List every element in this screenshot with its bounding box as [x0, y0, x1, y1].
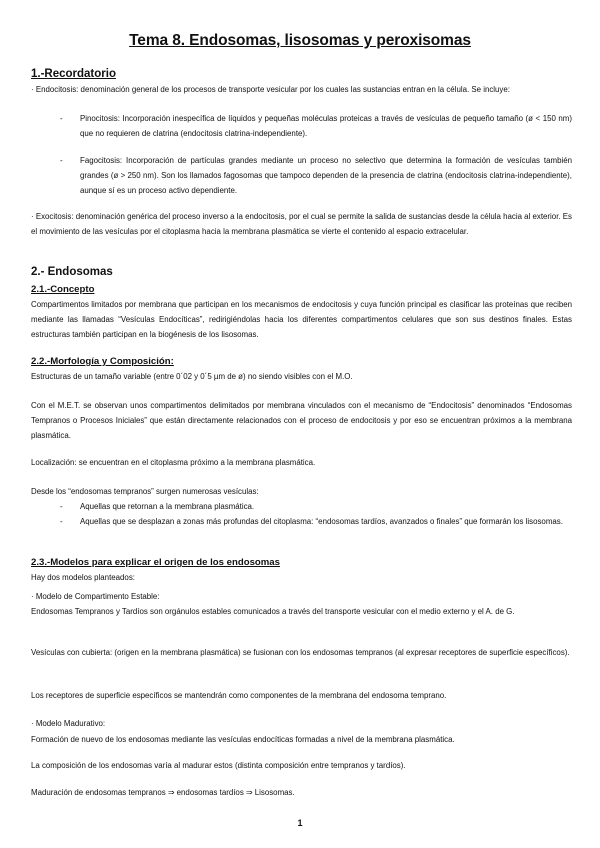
subsection-heading-modelos: 2.3.-Modelos para explicar el origen de los endosomas [31, 557, 280, 568]
paragraph-concepto: Compartimentos limitados por membrana que participan en los mecanismos de endocitosis y cuya función principal es clasificar las proteínas que reciben mediante las llamadas “Vesículas Endocíticas”, redirigiéndolas hacia los diferentes compartimentos celulares que son sus destinos finales. Estas estructuras también participan en la biogénesis de los lisosomas. [31, 300, 572, 339]
paragraph-endocitosis: · Endocitosis: denominación general de los procesos de transporte vesicular por los cuales las sustancias entran en la célula. Se incluye: [31, 85, 510, 94]
list-item-retornan: Aquellas que retornan a la membrana plasmática. [80, 502, 255, 511]
paragraph-modelo-madurativo: Formación de nuevo de los endosomas mediante las vesículas endocíticas formadas a nivel de la membrana plasmática. [31, 735, 455, 744]
list-item-desplazan: Aquellas que se desplazan a zonas más profundas del citoplasma: “endosomas tardíos, avanzados o finales” que formarán los lisosomas. [80, 517, 563, 526]
section-heading-recordatorio: 1.-Recordatorio [31, 68, 116, 80]
paragraph-exocitosis: · Exocitosis: denominación genérica del proceso inverso a la endocitosis, por el cual se permite la salida de sustancias desde la célula hacia al exterior. Es el movimiento de las vesículas por el citoplasma hacia la membrana plasmática se vierte el contenido al espacio extracelular. [31, 212, 572, 236]
section-heading-endosomas: 2.- Endosomas [31, 266, 113, 278]
paragraph-fagocitosis: Fagocitosis: Incorporación de partículas grandes mediante un proceso no selectivo que determina la formación de vesículas también grandes (ø > 250 nm). Son los llamados fagosomas que tampoco dependen de la presencia de clatrina (endocitosis clatrina-independiente), aunque sí es un proceso activo dependiente. [80, 156, 572, 195]
paragraph-modelo-estable-heading: · Modelo de Compartimento Estable: [31, 592, 160, 601]
paragraph-maduracion: Maduración de endosomas tempranos ⇒ endosomas tardíos ⇒ Lisosomas. [31, 788, 295, 797]
bullet-dash: - [60, 502, 63, 511]
bullet-dash: - [60, 156, 63, 165]
paragraph-modelo-madurativo-heading: · Modelo Madurativo: [31, 719, 106, 728]
paragraph-composicion: La composición de los endosomas varía al madurar estos (distinta composición entre tempranos y tardíos). [31, 761, 406, 770]
subsection-heading-concepto: 2.1.-Concepto [31, 284, 95, 295]
paragraph-pinocitosis: Pinocitosis: Incorporación inespecífica de líquidos y pequeñas moléculas proteicas a través de vesículas de pequeño tamaño (ø < 150 nm) que no requieren de clatrina (endocitosis clatrina-independiente). [80, 114, 572, 138]
paragraph-localizacion: Localización: se encuentran en el citoplasma próximo a la membrana plasmática. [31, 458, 316, 467]
bullet-dash: - [60, 517, 63, 526]
page-number: 1 [297, 818, 303, 828]
paragraph-receptores: Los receptores de superficie específicos se mantendrán como componentes de la membrana del endosoma temprano. [31, 691, 447, 700]
page-title: Tema 8. Endosomas, lisosomas y peroxisomas [129, 32, 471, 49]
paragraph-desde: Desde los “endosomas tempranos” surgen numerosas vesículas: [31, 487, 259, 496]
paragraph-modelo-estable: Endosomas Tempranos y Tardíos son orgánulos estables comunicados a través del transporte vesicular con el medio externo y el A. de G. [31, 607, 515, 616]
bullet-dash: - [60, 114, 63, 123]
subsection-heading-morfologia: 2.2.-Morfología y Composición: [31, 356, 174, 367]
paragraph-morfologia-met: Con el M.E.T. se observan unos compartimentos delimitados por membrana vinculados con el mecanismo de “Endocitosis” denominados “Endosomas Tempranos o Procesos Iniciales” que están directamente relacionados con el proceso de endocitosis y por eso se encuentran próximos a la membrana plasmática. [31, 401, 572, 440]
paragraph-morfologia-tamano: Estructuras de un tamaño variable (entre 0´02 y 0´5 µm de ø) no siendo visibles con el M.O. [31, 372, 353, 381]
paragraph-modelos-intro: Hay dos modelos planteados: [31, 573, 135, 582]
paragraph-vesiculas-cubierta: Vesículas con cubierta: (origen en la membrana plasmática) se fusionan con los endosomas tempranos (al expresar receptores de superficie específicos). [31, 648, 570, 657]
